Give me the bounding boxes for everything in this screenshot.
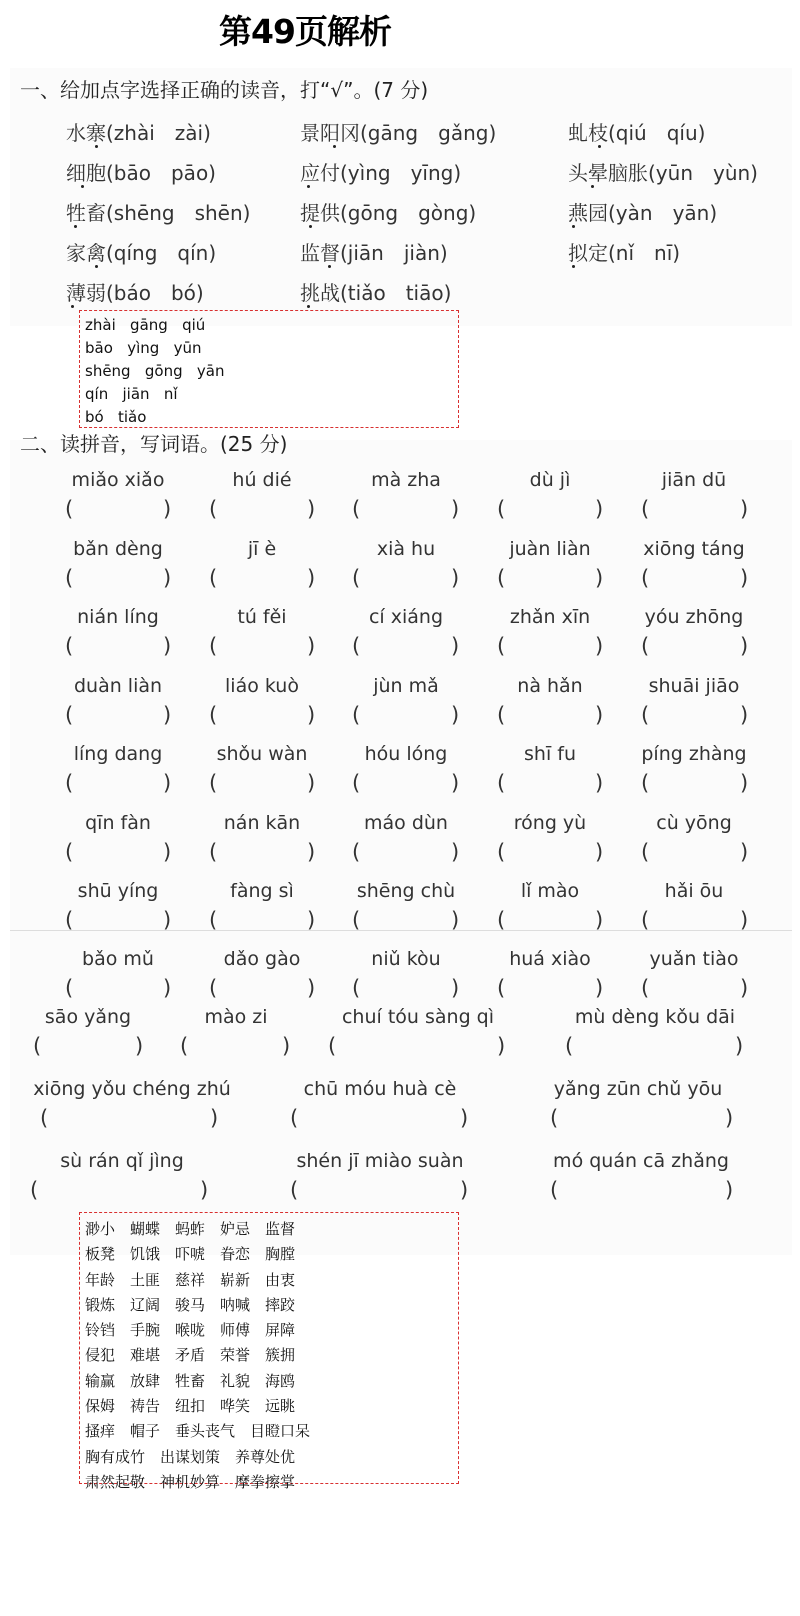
emphasis-dot — [333, 145, 336, 148]
answer-blank-open: ( — [641, 497, 650, 521]
section1-item: 牲畜(shēng shēn) — [66, 201, 251, 225]
answer-blank-open: ( — [30, 1178, 39, 1202]
pinyin-prompt: mó quán cā zhǎng — [553, 1150, 729, 1172]
section2-answer-box — [79, 1212, 459, 1491]
answer-line: 年龄 土匪 慈祥 崭新 由衷 — [85, 1270, 296, 1289]
answer-line: 搔痒 帽子 垂头丧气 目瞪口呆 — [85, 1422, 311, 1441]
answer-blank-open: ( — [497, 908, 506, 932]
pinyin-prompt: qīn fàn — [85, 812, 151, 834]
pinyin-prompt: hǎi ōu — [664, 880, 724, 902]
pinyin-prompt: huá xiào — [509, 948, 591, 970]
pinyin-prompt: dǎo gào — [223, 948, 301, 970]
answer-blank-close: ) — [163, 566, 172, 590]
emphasis-dot — [598, 145, 601, 148]
pinyin-prompt: shēng chù — [356, 880, 456, 902]
answer-blank-open: ( — [641, 703, 650, 727]
pinyin-prompt: zhǎn xīn — [509, 606, 591, 628]
answer-blank-close: ) — [307, 703, 316, 727]
answer-blank-close: ) — [740, 703, 749, 727]
answer-blank-open: ( — [65, 840, 74, 864]
answer-line: 板凳 饥饿 吓唬 眷恋 胸膛 — [85, 1245, 296, 1264]
pinyin-prompt: miǎo xiǎo — [71, 469, 165, 491]
answer-blank-open: ( — [209, 908, 218, 932]
pinyin-prompt: jiān dū — [661, 469, 727, 491]
answer-line: 铃铛 手腕 喉咙 师傅 屏障 — [85, 1321, 296, 1340]
answer-blank-close: ) — [163, 771, 172, 795]
answer-blank-close: ) — [307, 840, 316, 864]
section1-item: 虬枝(qiú qíu) — [568, 121, 706, 145]
page-fold-line — [10, 930, 792, 931]
answer-blank-close: ) — [282, 1034, 291, 1058]
answer-blank-open: ( — [209, 634, 218, 658]
answer-blank-close: ) — [307, 634, 316, 658]
section1-item: 燕园(yàn yān) — [568, 201, 718, 225]
answer-line: qín jiān nǐ — [85, 385, 178, 403]
answer-blank-close: ) — [307, 497, 316, 521]
emphasis-dot — [95, 145, 98, 148]
emphasis-dot — [572, 265, 575, 268]
answer-blank-open: ( — [209, 840, 218, 864]
answer-blank-close: ) — [210, 1106, 219, 1130]
pinyin-prompt: liáo kuò — [225, 675, 299, 697]
answer-blank-close: ) — [163, 634, 172, 658]
section2-heading: 二、读拼音，写词语。(25 分) — [20, 432, 288, 456]
pinyin-prompt: shuāi jiāo — [648, 675, 740, 697]
pinyin-prompt: shī fu — [524, 743, 576, 765]
answer-blank-open: ( — [209, 976, 218, 1000]
section1-item: 头晕脑胀(yūn yùn) — [568, 161, 758, 185]
answer-blank-close: ) — [451, 976, 460, 1000]
section1-heading: 一、给加点字选择正确的读音，打“√”。(7 分) — [20, 78, 429, 102]
answer-blank-close: ) — [163, 840, 172, 864]
pinyin-prompt: niǔ kòu — [371, 948, 441, 970]
pinyin-prompt: sāo yǎng — [44, 1006, 132, 1028]
pinyin-prompt: nà hǎn — [517, 675, 583, 697]
answer-blank-open: ( — [352, 566, 361, 590]
pinyin-prompt: mà zha — [371, 469, 441, 491]
section1-item: 挑战(tiǎo tiāo) — [300, 281, 452, 305]
answer-blank-open: ( — [352, 497, 361, 521]
answer-blank-close: ) — [725, 1106, 734, 1130]
question-scan-2 — [10, 440, 792, 1255]
answer-blank-close: ) — [451, 908, 460, 932]
answer-blank-open: ( — [40, 1106, 49, 1130]
answer-blank-close: ) — [200, 1178, 209, 1202]
answer-blank-close: ) — [163, 497, 172, 521]
answer-blank-open: ( — [497, 566, 506, 590]
pinyin-prompt: shǒu wàn — [216, 743, 308, 765]
pinyin-prompt: píng zhàng — [641, 743, 747, 765]
pinyin-prompt: máo dùn — [364, 812, 448, 834]
page-title: 第49页解析 — [219, 12, 391, 51]
emphasis-dot — [95, 265, 98, 268]
pinyin-prompt: cù yōng — [656, 812, 732, 834]
pinyin-prompt: bǎo mǔ — [82, 948, 154, 970]
answer-line: 保姆 祷告 纽扣 哗笑 远眺 — [85, 1397, 296, 1416]
answer-blank-open: ( — [290, 1178, 299, 1202]
pinyin-prompt: cí xiáng — [368, 606, 444, 628]
pinyin-prompt: sù rán qǐ jìng — [60, 1150, 184, 1172]
answer-blank-open: ( — [328, 1034, 337, 1058]
pinyin-prompt: dù jì — [529, 469, 571, 491]
pinyin-prompt: yóu zhōng — [644, 606, 744, 628]
answer-blank-open: ( — [65, 908, 74, 932]
emphasis-dot — [81, 185, 84, 188]
answer-line: 渺小 蝴蝶 蚂蚱 妒忌 监督 — [85, 1220, 296, 1238]
answer-line: 肃然起敬 神机妙算 摩拳擦掌 — [85, 1472, 296, 1491]
answer-blank-open: ( — [641, 634, 650, 658]
answer-blank-open: ( — [180, 1034, 189, 1058]
answer-blank-close: ) — [163, 976, 172, 1000]
answer-blank-open: ( — [641, 566, 650, 590]
answer-blank-close: ) — [451, 566, 460, 590]
answer-blank-open: ( — [641, 976, 650, 1000]
pinyin-prompt: xiōng yǒu chéng zhú — [33, 1078, 231, 1100]
section1-item: 细胞(bāo pāo) — [66, 161, 216, 185]
answer-blank-open: ( — [352, 634, 361, 658]
pinyin-prompt: xià hu — [376, 538, 436, 560]
pinyin-prompt: duàn liàn — [73, 675, 163, 697]
pinyin-prompt: hóu lóng — [364, 743, 448, 765]
answer-blank-open: ( — [352, 908, 361, 932]
section1-item: 水寨(zhài zài) — [66, 121, 211, 145]
pinyin-prompt: mào zi — [204, 1006, 268, 1028]
answer-blank-open: ( — [209, 566, 218, 590]
pinyin-prompt: tú fěi — [237, 606, 287, 628]
answer-blank-close: ) — [460, 1106, 469, 1130]
answer-blank-close: ) — [740, 976, 749, 1000]
answer-blank-close: ) — [740, 771, 749, 795]
answer-blank-open: ( — [641, 908, 650, 932]
answer-blank-close: ) — [725, 1178, 734, 1202]
answer-line: bāo yìng yūn — [85, 339, 202, 357]
answer-blank-open: ( — [65, 634, 74, 658]
answer-blank-open: ( — [352, 840, 361, 864]
answer-blank-open: ( — [33, 1034, 42, 1058]
answer-blank-close: ) — [595, 771, 604, 795]
answer-blank-close: ) — [595, 908, 604, 932]
pinyin-prompt: nián líng — [77, 606, 159, 628]
section1-item: 监督(jiān jiàn) — [300, 241, 448, 265]
answer-blank-open: ( — [497, 771, 506, 795]
pinyin-prompt: jùn mǎ — [373, 675, 439, 697]
answer-line: bó tiǎo — [85, 408, 147, 426]
pinyin-prompt: bǎn dèng — [73, 538, 163, 560]
answer-blank-open: ( — [209, 771, 218, 795]
answer-blank-close: ) — [451, 497, 460, 521]
answer-line: zhài gāng qiú — [85, 316, 206, 334]
answer-blank-open: ( — [497, 497, 506, 521]
section1-item: 应付(yìng yīng) — [300, 161, 462, 185]
answer-blank-close: ) — [595, 634, 604, 658]
answer-blank-open: ( — [65, 703, 74, 727]
answer-blank-close: ) — [163, 908, 172, 932]
answer-blank-open: ( — [565, 1034, 574, 1058]
answer-blank-open: ( — [209, 703, 218, 727]
answer-blank-open: ( — [641, 840, 650, 864]
pinyin-prompt: róng yù — [513, 812, 587, 834]
pinyin-prompt: nán kān — [223, 812, 301, 834]
pinyin-prompt: mù dèng kǒu dāi — [574, 1006, 736, 1028]
pinyin-prompt: shū yíng — [77, 880, 159, 902]
pinyin-prompt: chuí tóu sàng qì — [341, 1006, 495, 1028]
section1-item: 提供(gōng gòng) — [300, 201, 477, 225]
answer-blank-close: ) — [307, 976, 316, 1000]
pinyin-prompt: yuǎn tiào — [649, 948, 739, 970]
pinyin-prompt: juàn liàn — [509, 538, 591, 560]
answer-line: shēng gōng yān — [85, 362, 225, 380]
emphasis-dot — [307, 185, 310, 188]
answer-blank-open: ( — [497, 840, 506, 864]
answer-blank-close: ) — [595, 976, 604, 1000]
emphasis-dot — [309, 225, 312, 228]
answer-line: 胸有成竹 出谋划策 养尊处优 — [85, 1447, 296, 1466]
answer-blank-open: ( — [65, 976, 74, 1000]
answer-blank-close: ) — [595, 703, 604, 727]
answer-blank-open: ( — [352, 976, 361, 1000]
answer-blank-open: ( — [497, 976, 506, 1000]
answer-blank-open: ( — [352, 703, 361, 727]
answer-blank-close: ) — [451, 703, 460, 727]
pinyin-prompt: hú dié — [232, 469, 292, 491]
pinyin-prompt: xiōng táng — [643, 538, 745, 560]
answer-blank-open: ( — [497, 634, 506, 658]
section1-item: 景阳冈(gāng gǎng) — [300, 121, 497, 145]
answer-blank-close: ) — [740, 497, 749, 521]
answer-blank-open: ( — [290, 1106, 299, 1130]
answer-blank-close: ) — [135, 1034, 144, 1058]
answer-blank-close: ) — [595, 840, 604, 864]
answer-blank-close: ) — [595, 566, 604, 590]
answer-blank-open: ( — [65, 771, 74, 795]
answer-blank-open: ( — [352, 771, 361, 795]
section1-item: 拟定(nǐ nī) — [568, 241, 681, 265]
answer-line: 侵犯 难堪 矛盾 荣誉 簇拥 — [85, 1346, 296, 1365]
emphasis-dot — [572, 225, 575, 228]
answer-blank-close: ) — [735, 1034, 744, 1058]
answer-blank-open: ( — [65, 497, 74, 521]
answer-line: 输赢 放肆 牲畜 礼貌 海鸥 — [85, 1371, 296, 1390]
answer-blank-close: ) — [740, 908, 749, 932]
answer-blank-close: ) — [163, 703, 172, 727]
answer-blank-close: ) — [451, 634, 460, 658]
answer-blank-close: ) — [451, 771, 460, 795]
pinyin-prompt: jī è — [247, 538, 277, 560]
pinyin-prompt: lǐ mào — [520, 880, 580, 902]
answer-blank-open: ( — [497, 703, 506, 727]
section1-item: 薄弱(báo bó) — [66, 281, 204, 305]
answer-blank-close: ) — [460, 1178, 469, 1202]
answer-blank-open: ( — [209, 497, 218, 521]
answer-blank-close: ) — [740, 566, 749, 590]
answer-blank-close: ) — [307, 566, 316, 590]
section1-item: 家禽(qíng qín) — [66, 241, 217, 265]
answer-blank-close: ) — [740, 840, 749, 864]
answer-blank-open: ( — [65, 566, 74, 590]
answer-blank-close: ) — [307, 771, 316, 795]
answer-blank-close: ) — [497, 1034, 506, 1058]
answer-blank-close: ) — [595, 497, 604, 521]
emphasis-dot — [307, 305, 310, 308]
section1-answer-box — [79, 310, 459, 428]
emphasis-dot — [328, 265, 331, 268]
pinyin-prompt: fàng sì — [230, 880, 294, 902]
emphasis-dot — [74, 225, 77, 228]
emphasis-dot — [71, 305, 74, 308]
answer-blank-open: ( — [550, 1178, 559, 1202]
pinyin-prompt: chū móu huà cè — [303, 1078, 457, 1100]
emphasis-dot — [591, 185, 594, 188]
pinyin-prompt: líng dang — [73, 743, 163, 765]
answer-line: 锻炼 辽阔 骏马 呐喊 摔跤 — [85, 1295, 296, 1314]
answer-blank-close: ) — [307, 908, 316, 932]
answer-blank-open: ( — [641, 771, 650, 795]
pinyin-prompt: yǎng zūn chǔ yōu — [553, 1078, 723, 1100]
answer-blank-close: ) — [740, 634, 749, 658]
pinyin-prompt: shén jī miào suàn — [296, 1150, 464, 1172]
answer-blank-close: ) — [451, 840, 460, 864]
answer-blank-open: ( — [550, 1106, 559, 1130]
